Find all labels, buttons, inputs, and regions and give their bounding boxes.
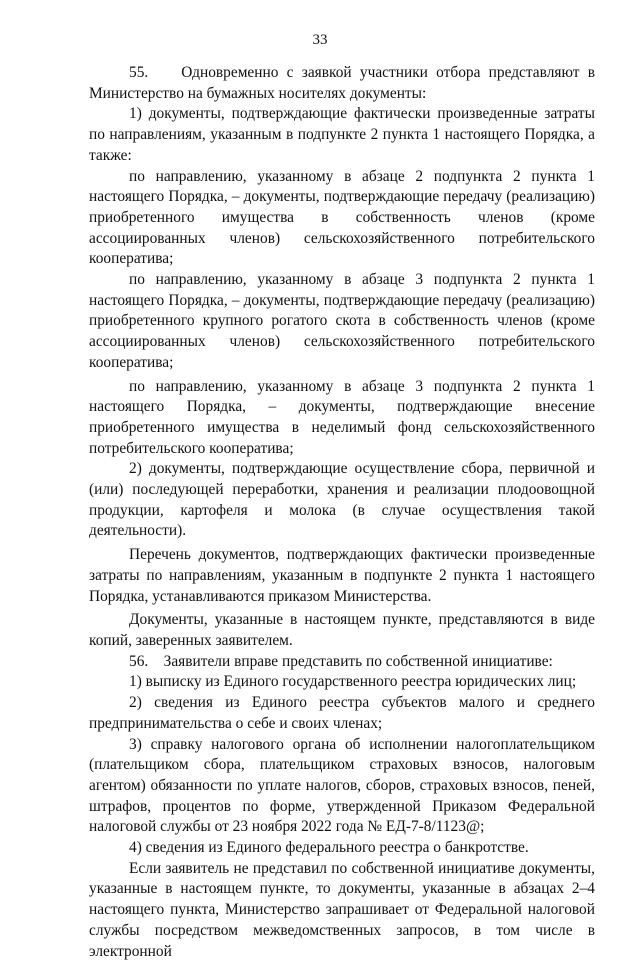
paragraph-56-item-3: 3) справку налогового органа об исполнении налогоплательщиком (плательщиком сбора, плательщиком страховых взносов, налоговым агентом) обязанности по уплате налогов, сборов, страховых взносов, пеней, штрафов, процентов по форме, утвержденной Приказом Федеральной налоговой службы от 23 ноября 2022 года № ЕД-7-8/1123@;: [89, 735, 595, 836]
paragraph-55-intro: 55. Одновременно с заявкой участники отбора представляют в Министерство на бумажных носителях документы:: [89, 64, 595, 102]
paragraph-docs-item-2: 2) документы, подтверждающие осуществление сбора, первичной и (или) последующей переработки, хранения и реализации плодоовощной продукции, картофеля и молока (в случае осуществления такой деятельности).: [89, 460, 595, 540]
document-body: [89, 63, 595, 962]
paragraph-direction-abz2: по направлению, указанному в абзаце 2 подпункта 2 пункта 1 настоящего Порядка, – документы, подтверждающие передачу (реализацию) приобретенного имущества в собственность членов (кроме ассоциированных членов) сельскохозяйственного потребительского кооператива;: [89, 167, 595, 268]
paragraph-interagency-requests: Если заявитель не представил по собственной инициативе документы, указанные в настоящем пункте, то документы, указанные в абзацах 2–4 настоящего пункта, Министерство запрашивает от Федеральной налоговой службы посредством межведомственных запросов, в том числе в электронной: [89, 859, 595, 960]
paragraph-direction-abz3-cattle: по направлению, указанному в абзаце 3 подпункта 2 пункта 1 настоящего Порядка, – документы, подтверждающие передачу (реализацию) приобретенного крупного рогатого скота в собственность членов (кроме ассоциированных членов) сельскохозяйственного потребительского кооператива;: [89, 271, 595, 371]
paragraph-56-intro: 56. Заявители вправе представить по собственной инициативе:: [129, 652, 553, 670]
paragraph-docs-item-1: 1) документы, подтверждающие фактически произведенные затраты по направлениям, указанным в подпункте 2 пункта 1 настоящего Порядка, а также:: [89, 105, 595, 164]
paragraph-56-item-4: 4) сведения из Единого федерального реестра о банкротстве.: [129, 839, 529, 857]
page-number: 33: [312, 32, 328, 48]
paragraph-docs-list-order: Перечень документов, подтверждающих фактически произведенные затраты по направлениям, указанным в подпункте 2 пункта 1 настоящего Порядка, устанавливаются приказом Министерства.: [89, 546, 595, 605]
paragraph-direction-abz3-fund: по направлению, указанному в абзаце 3 подпункта 2 пункта 1 настоящего Порядка, – документы, подтверждающие внесение приобретенного имущества в неделимый фонд сельскохозяйственного потребительского кооператива;: [89, 377, 595, 457]
paragraph-56-item-2: 2) сведения из Единого реестра субъектов малого и среднего предпринимательства о себе и своих членах;: [89, 694, 595, 732]
paragraph-docs-copies: Документы, указанные в настоящем пункте, представляются в виде копий, заверенных заявителем.: [89, 611, 595, 649]
paragraph-56-item-1: 1) выписку из Единого государственного реестра юридических лиц;: [129, 673, 577, 691]
